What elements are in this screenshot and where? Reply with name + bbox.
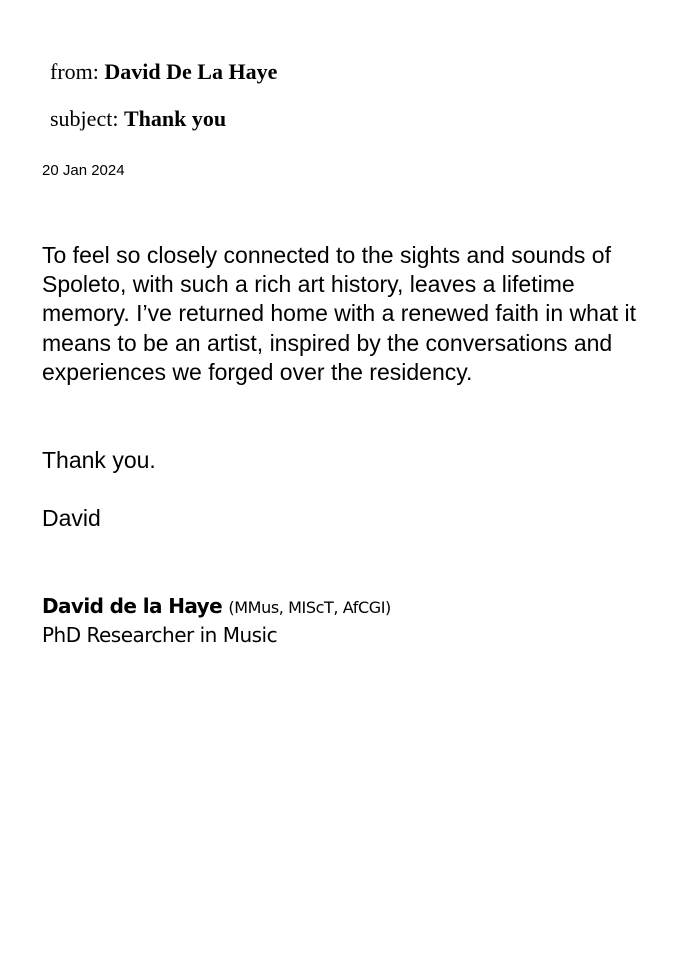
signature-role: PhD Researcher in Music	[42, 623, 278, 647]
body-sign-off: David	[42, 505, 101, 531]
signature-name-line	[42, 593, 391, 621]
subject-line	[50, 106, 226, 132]
subject-value: Thank you	[123, 106, 227, 131]
from-label: from:	[50, 59, 99, 84]
signature-credentials: (MMus, MIScT, AfCGI)	[228, 598, 391, 617]
body-thank-you: Thank you.	[42, 447, 156, 473]
body-paragraph: To feel so closely connected to the sights and sounds of Spoleto, with such a rich art history, leaves a lifetime memory. I’ve returned home with a renewed faith in what it means to be an artist, inspired by the conversations and experiences we forged over the residency.	[42, 242, 637, 385]
from-value: David De La Haye	[104, 59, 278, 84]
from-line	[50, 59, 277, 85]
letter-date: 20 Jan 2024	[42, 162, 125, 179]
signature-name: David de la Haye	[42, 594, 223, 618]
subject-label: subject:	[50, 106, 119, 131]
